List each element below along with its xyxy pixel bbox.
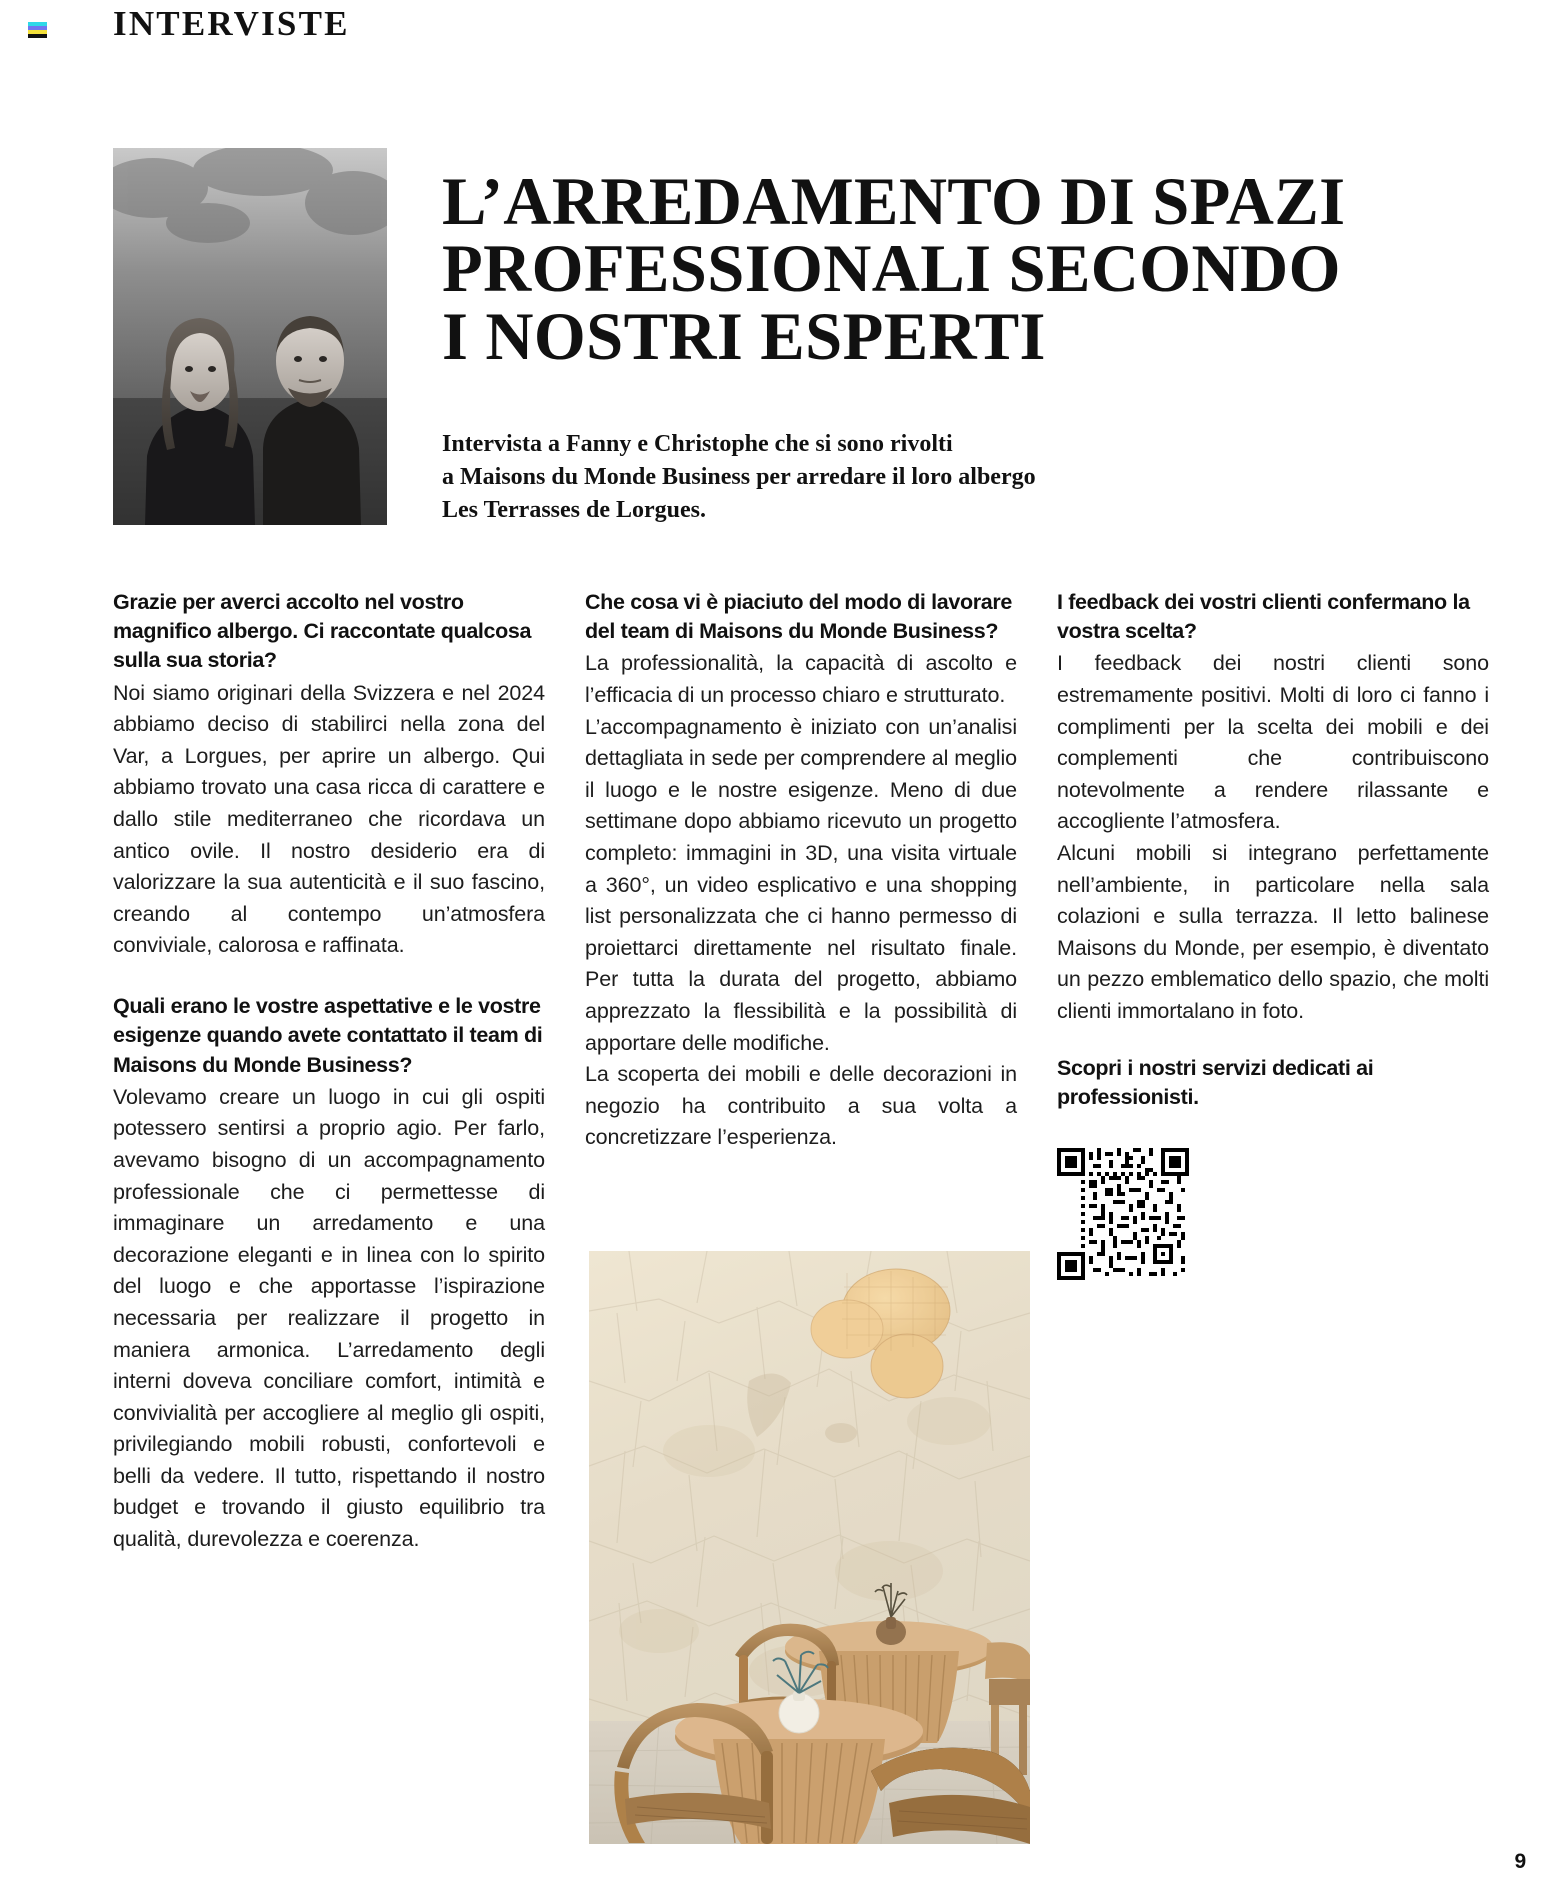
article-column-2 xyxy=(585,588,1017,1154)
paragraph-spacer xyxy=(1057,1028,1489,1054)
answer-4-part-1: I feedback dei nostri clienti sono estremamente positivi. Molti di loro ci fanno i complimenti per la scelta dei mobili e dei complementi che contribuiscono notevolmente a rendere rilassante e accogliente l’atmosfera. xyxy=(1057,651,1489,834)
hero-portrait-illustration xyxy=(113,148,387,525)
masthead xyxy=(0,0,1550,70)
standfirst-line-2: a Maisons du Monde Business per arredare il loro albergo xyxy=(442,464,1036,491)
headline-line-3: I NOSTRI ESPERTI xyxy=(442,297,1046,374)
question-1: Grazie per averci accolto nel vostro magnifico albergo. Ci raccontate qualcosa sulla sua storia? xyxy=(113,590,532,673)
feature-photo xyxy=(589,1251,1030,1844)
answer-2: Volevamo creare un luogo in cui gli ospiti potessero sentirsi a proprio agio. Per farlo, avevamo bisogno di un accompagnamento professionale che ci permettesse di immaginare un arredamento e una decorazione eleganti e in linea con lo spirito del luogo e che apportasse l’ispirazione necessaria per realizzare il progetto in maniera armonica. L’arredamento degli interni doveva conciliare comfort, intimità e convivialità per accogliere al meglio gli ospiti, privilegiando mobili robusti, confortevoli e belli da vedere. Il tutto, rispettando il nostro budget e trovando il giusto equilibrio tra qualità, durevolezza e coerenza. xyxy=(113,1084,545,1552)
answer-3-part-3: La scoperta dei mobili e delle decorazioni in negozio ha contribuito a sua volta a concretizzare l’esperienza. xyxy=(585,1062,1017,1150)
paragraph-spacer xyxy=(113,962,545,992)
article-column-1 xyxy=(113,588,545,1556)
qr-code-icon[interactable] xyxy=(1057,1148,1189,1280)
hero-portrait-photo xyxy=(113,148,387,525)
article-column-3 xyxy=(1057,588,1489,1280)
qr-code[interactable] xyxy=(1057,1148,1189,1280)
brand-stripes-icon xyxy=(28,22,47,38)
answer-1: Noi siamo originari della Svizzera e nel 2024 abbiamo deciso di stabilirci nella zona del Var, a Lorgues, per aprire un albergo. Qui abbiamo trovato una casa ricca di carattere e dallo stile mediterraneo che ricordava un antico ovile. Il nostro desiderio era di valorizzare la sua autenticità e il suo fascino, creando al contempo un’atmosfera conviviale, calorosa e raffinata. xyxy=(113,680,545,958)
standfirst-line-1: Intervista a Fanny e Christophe che si sono rivolti xyxy=(442,431,953,457)
answer-3-part-1: La professionalità, la capacità di ascolto e l’efficacia di un processo chiaro e strutturato. xyxy=(585,651,1017,708)
question-2: Quali erano le vostre aspettative e le vostre esigenze quando avete contattato il team di Maisons du Monde Business? xyxy=(113,994,543,1077)
headline-line-2: PROFESSIONALI SECONDO xyxy=(442,230,1341,307)
headline-line-1: L’ARREDAMENTO DI SPAZI xyxy=(442,163,1346,239)
answer-4-part-2: Alcuni mobili si integrano perfettamente nell’ambiente, in particolare nella sala colazioni e sulla terrazza. Il letto balinese Maisons du Monde, per esempio, è diventato un pezzo emblematico dello spazio, che molti clienti immortalano in foto. xyxy=(1057,841,1489,1023)
answer-3-part-2: L’accompagnamento è iniziato con un’analisi dettagliata in sede per comprendere al meglio il luogo e le nostre esigenze. Meno di due settimane dopo abbiamo ricevuto un progetto completo: immagini in 3D, una visita virtuale a 360°, un video esplicativo e una shopping list personalizzata che ci hanno permesso di proiettarci direttamente nel risultato finale. Per tutta la durata del progetto, abbiamo apprezzato la flessibilità e la possibilità di apportare delle modifiche. xyxy=(585,714,1017,1055)
page-number: 9 xyxy=(1514,1850,1526,1873)
standfirst xyxy=(442,428,1262,527)
question-3: Che cosa vi è piaciuto del modo di lavorare del team di Maisons du Monde Business? xyxy=(585,590,1013,644)
page-title xyxy=(442,163,1432,374)
standfirst-line-3: Les Terrasses de Lorgues. xyxy=(442,497,706,524)
interior-scene-illustration xyxy=(589,1251,1030,1844)
section-kicker: INTERVISTE xyxy=(113,4,350,43)
cta-text: Scopri i nostri servizi dedicati ai professionisti. xyxy=(1057,1055,1374,1109)
question-4: I feedback dei vostri clienti confermano la vostra scelta? xyxy=(1057,590,1470,644)
